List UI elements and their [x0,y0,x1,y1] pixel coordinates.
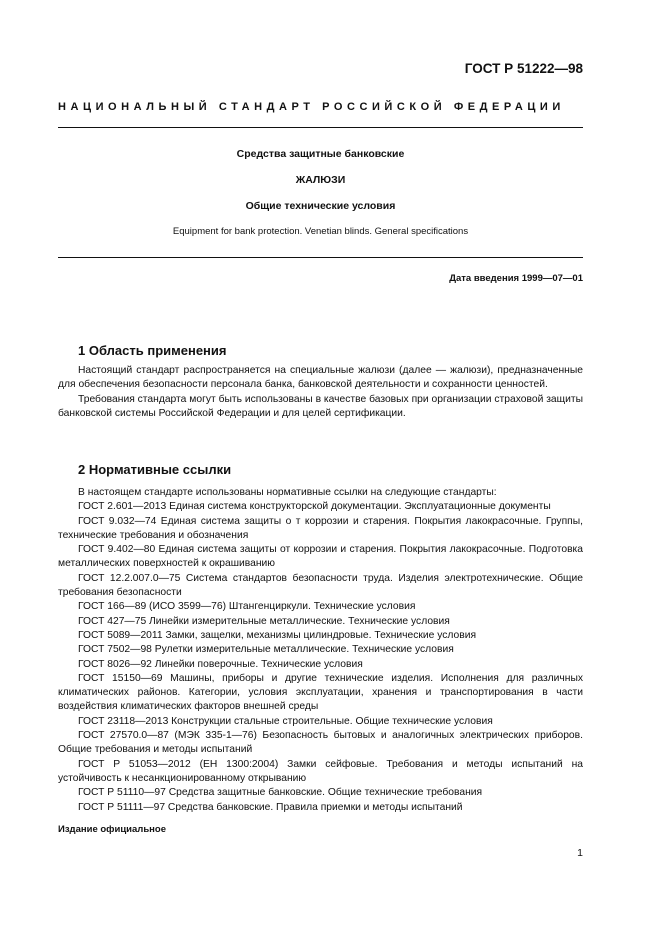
reference-item: ГОСТ 2.601—2013 Единая система конструкторской документации. Эксплуатационные документы [78,501,551,513]
title-line-1: Средства защитные банковские [236,148,405,160]
gost-code: ГОСТ Р 51222—98 [464,61,583,76]
reference-item: ГОСТ 12.2.007.0—75 Система стандартов безопасности труда. Изделия электротехнические. Общие требования безопасности [58,572,583,599]
reference-item: ГОСТ Р 51111—97 Средства банковские. Правила приемки и методы испытаний [78,801,463,813]
title-rule [58,257,583,258]
reference-item: ГОСТ 8026—92 Линейки поверочные. Технические условия [78,658,363,670]
title-english: Equipment for bank protection. Venetian blinds. General specifications [172,226,469,237]
reference-item: ГОСТ 166—89 (ИСО 3599—76) Штангенциркули. Технические условия [78,601,416,613]
reference-item: ГОСТ 7502—98 Рулетки измерительные металлические. Технические условия [78,644,454,656]
reference-item: ГОСТ 9.032—74 Единая система защиты о т коррозии и старения. Покрытия лакокрасочные. Группы, технические требования и обозначения [58,515,583,541]
standard-title: НАЦИОНАЛЬНЫЙ СТАНДАРТ РОССИЙСКОЙ ФЕДЕРАЦИИ [58,101,565,113]
intro-date: Дата введения 1999—07—01 [449,273,583,284]
section-2-heading: 2 Нормативные ссылки [78,462,232,477]
reference-item: ГОСТ 27570.0—87 (МЭК 335-1—76) Безопасность бытовых и аналогичных электрических приборов. Общие требования и методы испытаний [58,730,583,756]
reference-item: ГОСТ 427—75 Линейки измерительные металлические. Технические условия [78,615,450,627]
section-1-body [58,364,583,421]
top-rule [58,127,583,128]
section-2-body [58,486,583,815]
title-line-2: ЖАЛЮЗИ [295,174,346,186]
reference-item: ГОСТ Р 51053—2012 (ЕН 1300:2004) Замки сейфовые. Требования и методы испытаний на устойчивость к несанкционированному открыванию [58,758,583,784]
reference-item: ГОСТ Р 51110—97 Средства защитные банковские. Общие технические требования [78,787,483,799]
reference-item: ГОСТ 5089—2011 Замки, защелки, механизмы цилиндровые. Технические условия [78,629,477,641]
section-1-heading: 1 Область применения [78,343,227,358]
paragraph: Требования стандарта могут быть использованы в качестве базовых при организации страховой защиты банковской системы Российской Федерации и для целей сертификации. [58,393,583,419]
reference-item: ГОСТ 15150—69 Машины, приборы и другие технические изделия. Исполнения для различных климатических районов. Категории, условия эксплуатации, хранения и транспортирования в части воздействия климатических факторов внешней среды [58,672,583,713]
official-edition-label: Издание официальное [58,824,166,835]
page-number: 1 [577,847,583,859]
references-intro: В настоящем стандарте использованы нормативные ссылки на следующие стандарты: [78,487,497,498]
paragraph: Настоящий стандарт распространяется на специальные жалюзи (далее — жалюзи), предназначенные для обеспечения безопасности персонала банка, банковской деятельности и сохранности ценностей. [58,365,583,391]
title-line-3: Общие технические условия [245,200,396,212]
reference-item: ГОСТ 9.402—80 Единая система защиты от коррозии и старения. Покрытия лакокрасочные. Подготовка металлических поверхностей к окрашиванию [58,544,583,570]
reference-item: ГОСТ 23118—2013 Конструкции стальные строительные. Общие технические условия [78,715,493,727]
